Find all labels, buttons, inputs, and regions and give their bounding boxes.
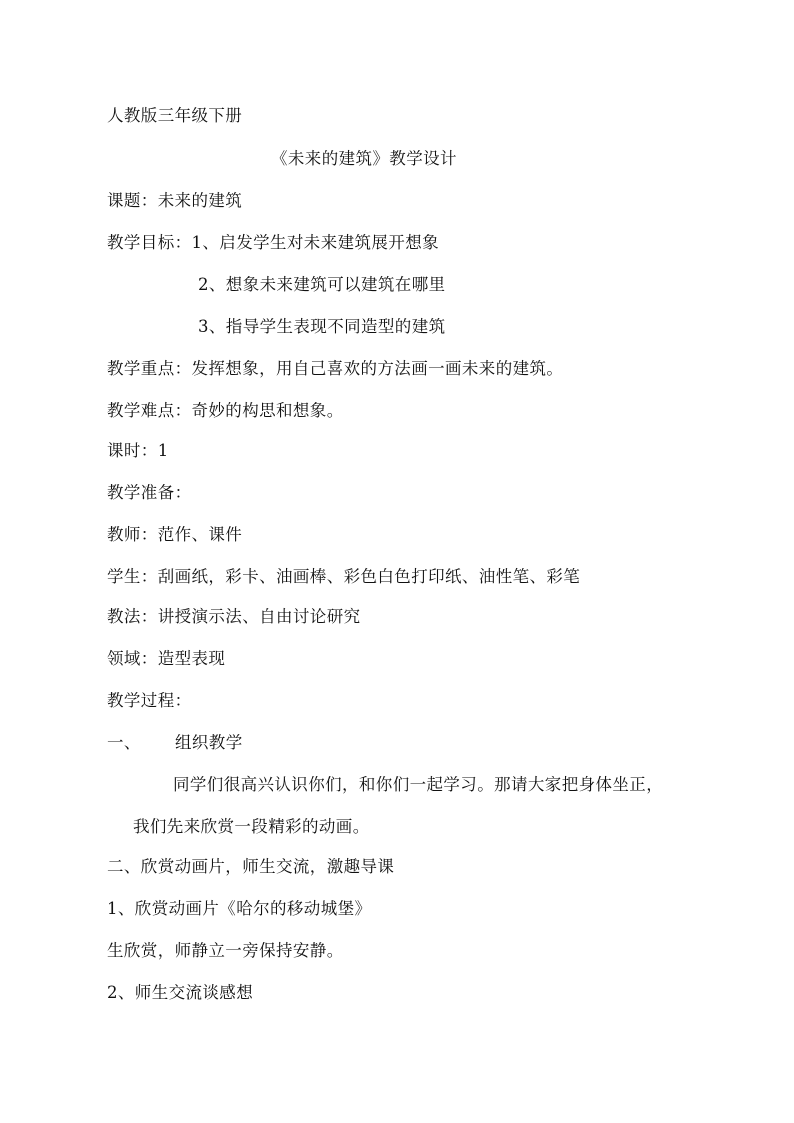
section-1-paragraph-line-1: 同学们很高兴认识你们，和你们一起学习。那请大家把身体坐正， [173, 775, 664, 794]
difficulty: 教学难点：奇妙的构思和想象。 [107, 401, 344, 420]
objective-2: 2、想象未来建筑可以建筑在哪里 [198, 275, 446, 294]
step-1-note: 生欣赏，师静立一旁保持安静。 [107, 941, 344, 960]
field: 领域：造型表现 [107, 649, 226, 668]
objective-3: 3、指导学生表现不同造型的建筑 [198, 317, 446, 336]
teaching-method: 教法：讲授演示法、自由讨论研究 [107, 607, 361, 626]
section-1-paragraph-line-2: 我们先来欣赏一段精彩的动画。 [133, 817, 370, 836]
section-1-title: 组织教学 [175, 733, 243, 752]
objective-1: 教学目标：1、启发学生对未来建筑展开想象 [107, 233, 439, 252]
teacher-prep: 教师：范作、课件 [107, 525, 243, 544]
step-2: 2、师生交流谈感想 [107, 983, 254, 1002]
topic-line: 课题：未来的建筑 [107, 191, 243, 210]
step-1: 1、欣赏动画片《哈尔的移动城堡》 [107, 899, 372, 918]
key-point: 教学重点：发挥想象，用自己喜欢的方法画一画未来的建筑。 [107, 359, 564, 378]
section-2-heading: 二、欣赏动画片，师生交流，激趣导课 [107, 857, 395, 876]
grade-label: 人教版三年级下册 [107, 106, 243, 125]
student-prep: 学生：刮画纸，彩卡、油画棒、彩色白色打印纸、油性笔、彩笔 [107, 567, 581, 586]
document-title: 《未来的建筑》教学设计 [271, 149, 457, 168]
preparation-heading: 教学准备： [107, 483, 192, 502]
section-1-number: 一、 [107, 733, 141, 752]
periods: 课时：1 [107, 441, 169, 460]
process-heading: 教学过程： [107, 691, 192, 710]
